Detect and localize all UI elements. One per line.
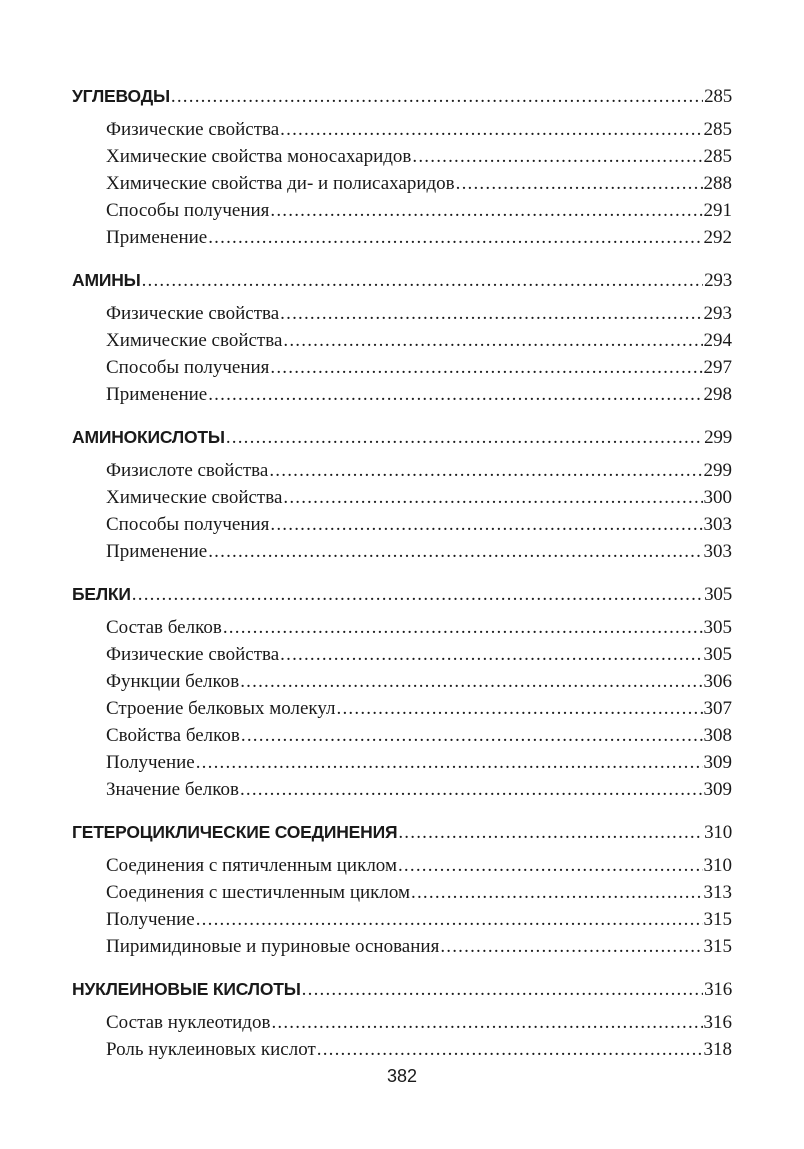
toc-section [72, 270, 732, 411]
dot-leader [283, 487, 702, 509]
entry-page-number: 305 [703, 644, 732, 665]
entry-title: Химические свойства [106, 330, 283, 351]
toc-entry [72, 909, 732, 936]
toc-entry [72, 617, 732, 644]
entry-page-number: 308 [703, 725, 732, 746]
toc-section [72, 584, 732, 806]
dot-leader [270, 514, 702, 536]
entry-page-number: 315 [703, 909, 732, 930]
section-title: НУКЛЕИНОВЫЕ КИСЛОТЫ [72, 979, 301, 999]
toc-section-heading [72, 822, 732, 849]
dot-leader [208, 541, 702, 563]
section-title: АМИНЫ [72, 270, 141, 290]
entry-page-number: 292 [703, 227, 732, 248]
entry-page-number: 316 [703, 1012, 732, 1033]
dot-leader [226, 427, 703, 449]
toc-entry [72, 173, 732, 200]
dot-leader [398, 855, 703, 877]
toc-entry [72, 514, 732, 541]
toc-entry [72, 200, 732, 227]
entry-title: Применение [106, 541, 208, 562]
entry-title: Получение [106, 752, 195, 773]
toc-section-heading [72, 979, 732, 1006]
dot-leader [223, 617, 703, 639]
toc-entry [72, 752, 732, 779]
toc-section [72, 427, 732, 568]
entry-title: Химические свойства моносахаридов [106, 146, 412, 167]
table-of-contents [72, 86, 732, 1082]
entry-page-number: 300 [703, 487, 732, 508]
entry-title: Способы получения [106, 514, 270, 535]
toc-entry [72, 357, 732, 384]
entry-title: Физические свойства [106, 303, 280, 324]
dot-leader [337, 698, 703, 720]
toc-entry [72, 303, 732, 330]
entry-title: Физические свойства [106, 119, 280, 140]
dot-leader [196, 909, 703, 931]
entry-page-number: 305 [703, 617, 732, 638]
entry-page-number: 291 [703, 200, 732, 221]
dot-leader [171, 86, 703, 108]
dot-leader [240, 779, 703, 801]
dot-leader [196, 752, 703, 774]
toc-entry [72, 1039, 732, 1066]
entry-title: Состав нуклеотидов [106, 1012, 271, 1033]
entry-title: Получение [106, 909, 195, 930]
section-title: УГЛЕВОДЫ [72, 86, 170, 106]
page-number: 382 [386, 1066, 418, 1086]
entry-page-number: 315 [703, 936, 732, 957]
entry-page-number: 288 [703, 173, 732, 194]
entry-page-number: 306 [703, 671, 732, 692]
toc-entry [72, 460, 732, 487]
dot-leader [208, 384, 702, 406]
toc-entry [72, 644, 732, 671]
entry-title: Пиримидиновые и пуриновые основания [106, 936, 440, 957]
dot-leader [269, 460, 702, 482]
dot-leader [132, 584, 703, 606]
entry-page-number: 303 [703, 514, 732, 535]
dot-leader [280, 303, 702, 325]
entry-title: Способы получения [106, 200, 270, 221]
entry-page-number: 285 [703, 146, 732, 167]
toc-entry [72, 330, 732, 357]
dot-leader [241, 725, 703, 747]
entry-page-number: 309 [703, 752, 732, 773]
toc-entry [72, 882, 732, 909]
entry-page-number: 299 [703, 460, 732, 481]
entry-title: Химические свойства ди- и полисахаридов [106, 173, 455, 194]
entry-title: Роль нуклеиновых кислот [106, 1039, 316, 1060]
toc-entry [72, 119, 732, 146]
toc-section-heading [72, 584, 732, 611]
entry-title: Способы получения [106, 357, 270, 378]
dot-leader [271, 1012, 702, 1034]
entry-title: Свойства белков [106, 725, 240, 746]
entry-page-number: 316 [704, 979, 732, 1000]
section-title: АМИНОКИСЛОТЫ [72, 427, 225, 447]
entry-title: Строение белковых молекул [106, 698, 336, 719]
dot-leader [280, 644, 702, 666]
entry-page-number: 299 [704, 427, 732, 448]
toc-entry [72, 487, 732, 514]
section-title: ГЕТЕРОЦИКЛИЧЕСКИЕ СОЕДИНЕНИЯ [72, 822, 398, 842]
entry-title: Химические свойства [106, 487, 283, 508]
toc-entry [72, 541, 732, 568]
dot-leader [456, 173, 703, 195]
entry-page-number: 310 [704, 822, 732, 843]
entry-page-number: 285 [703, 119, 732, 140]
toc-entry [72, 671, 732, 698]
toc-section [72, 822, 732, 963]
entry-title: Состав белков [106, 617, 222, 638]
dot-leader [270, 357, 702, 379]
entry-page-number: 298 [703, 384, 732, 405]
dot-leader [208, 227, 702, 249]
toc-entry [72, 384, 732, 411]
toc-entry [72, 698, 732, 725]
entry-page-number: 297 [703, 357, 732, 378]
entry-page-number: 285 [704, 86, 732, 107]
entry-page-number: 305 [704, 584, 732, 605]
toc-section-heading [72, 270, 732, 297]
toc-entry [72, 855, 732, 882]
dot-leader [302, 979, 703, 1001]
entry-page-number: 303 [703, 541, 732, 562]
toc-section-heading [72, 86, 732, 113]
entry-title: Значение белков [106, 779, 239, 800]
toc-section [72, 979, 732, 1066]
dot-leader [411, 882, 702, 904]
entry-title: Физические свойства [106, 644, 280, 665]
entry-title: Применение [106, 384, 208, 405]
entry-title: Физислоте свойства [106, 460, 269, 481]
dot-leader [317, 1039, 703, 1061]
entry-page-number: 318 [703, 1039, 732, 1060]
section-title: БЕЛКИ [72, 584, 131, 604]
dot-leader [280, 119, 702, 141]
dot-leader [398, 822, 703, 844]
entry-title: Соединения с шестичленным циклом [106, 882, 411, 903]
toc-entry [72, 936, 732, 963]
toc-entry [72, 779, 732, 806]
entry-page-number: 313 [703, 882, 732, 903]
entry-page-number: 307 [703, 698, 732, 719]
dot-leader [412, 146, 702, 168]
entry-page-number: 309 [703, 779, 732, 800]
dot-leader [240, 671, 702, 693]
toc-entry [72, 1012, 732, 1039]
toc-entry [72, 227, 732, 254]
dot-leader [270, 200, 702, 222]
toc-section-heading [72, 427, 732, 454]
entry-title: Функции белков [106, 671, 240, 692]
dot-leader [283, 330, 702, 352]
dot-leader [142, 270, 704, 292]
entry-page-number: 293 [704, 270, 732, 291]
entry-page-number: 310 [703, 855, 732, 876]
toc-entry [72, 146, 732, 173]
entry-page-number: 293 [703, 303, 732, 324]
entry-title: Соединения с пятичленным циклом [106, 855, 397, 876]
dot-leader [440, 936, 702, 958]
toc-entry [72, 725, 732, 752]
entry-page-number: 294 [703, 330, 732, 351]
toc-section [72, 86, 732, 254]
entry-title: Применение [106, 227, 208, 248]
